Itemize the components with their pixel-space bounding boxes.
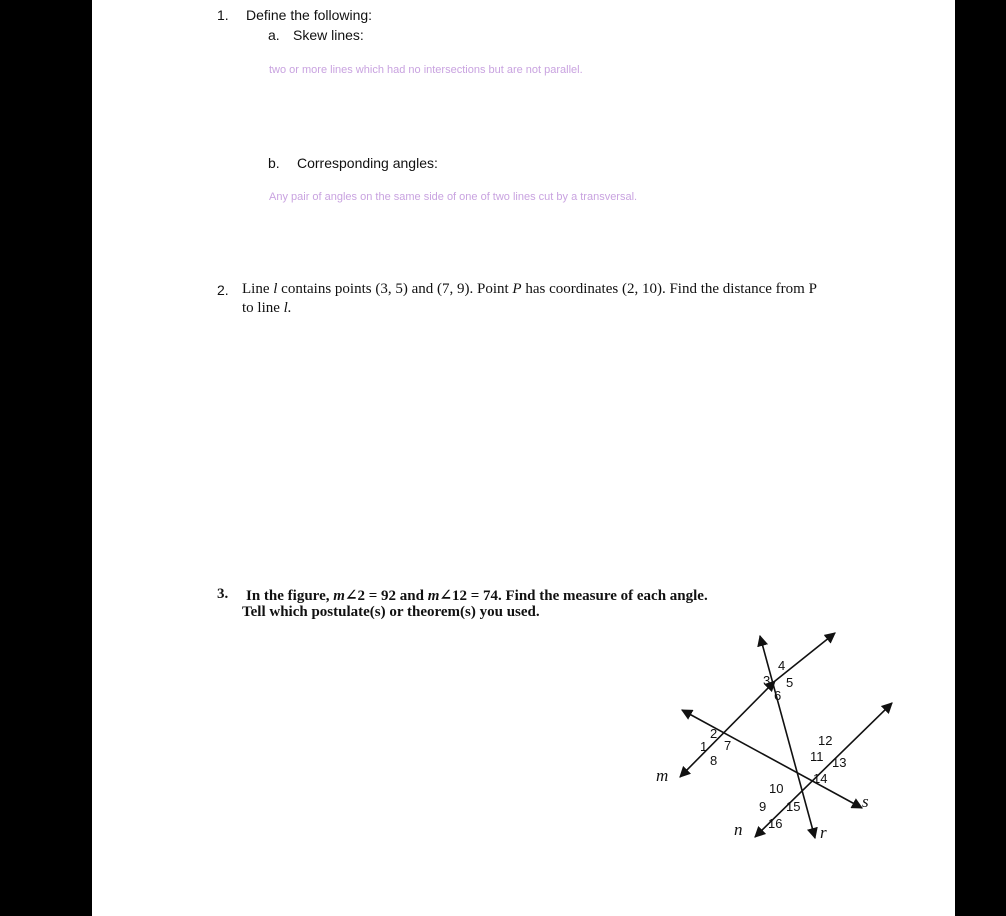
q1b-answer: Any pair of angles on the same side of one of two lines cut by a transversal. bbox=[269, 191, 638, 203]
q3-text-line2: Tell which postulate(s) or theorem(s) you used. bbox=[242, 604, 540, 620]
angle-label: 4 bbox=[778, 658, 786, 673]
line-m bbox=[680, 681, 775, 777]
q1a-answer: two or more lines which had no intersections but are not parallel. bbox=[269, 64, 583, 76]
q2-text-line1: Line l contains points (3, 5) and (7, 9). Point P has coordinates (2, 10). Find the distance from P bbox=[242, 281, 817, 297]
angle-label: 12 bbox=[818, 733, 833, 748]
q1b-letter: b. bbox=[268, 155, 280, 171]
line-m-ext bbox=[775, 633, 835, 681]
angle-label: 7 bbox=[724, 738, 732, 753]
q2-number: 2. bbox=[217, 282, 229, 298]
transversal-figure bbox=[652, 625, 902, 845]
angle-label: 11 bbox=[810, 749, 824, 764]
worksheet-page bbox=[92, 0, 955, 916]
angle-label: 8 bbox=[710, 753, 718, 768]
q1a-term: Skew lines: bbox=[293, 27, 364, 43]
q1-prompt: Define the following: bbox=[246, 7, 373, 23]
line-label-r: r bbox=[820, 823, 827, 842]
angle-label: 5 bbox=[786, 675, 794, 690]
angle-label: 3 bbox=[763, 673, 771, 688]
angle-label: 10 bbox=[769, 781, 784, 796]
line-label-n: n bbox=[734, 820, 743, 839]
angle-label: 13 bbox=[832, 755, 847, 770]
q1a-letter: a. bbox=[268, 27, 280, 43]
angle-label: 15 bbox=[786, 799, 801, 814]
q1-number: 1. bbox=[217, 7, 229, 23]
angle-label: 16 bbox=[768, 816, 783, 831]
line-label-m: m bbox=[656, 766, 669, 785]
angle-label: 1 bbox=[700, 739, 708, 754]
angle-label: 2 bbox=[710, 726, 718, 741]
q3-number: 3. bbox=[217, 586, 229, 602]
line-label-s: s bbox=[862, 792, 869, 811]
angle-label: 9 bbox=[759, 799, 767, 814]
angle-label: 6 bbox=[774, 688, 782, 703]
q1b-term: Corresponding angles: bbox=[297, 155, 438, 171]
angle-label: 14 bbox=[813, 771, 828, 786]
q3-text-line1: In the figure, m∠2 = 92 and m∠12 = 74. Find the measure of each angle. bbox=[246, 588, 708, 604]
q2-text-line2: to line l. bbox=[242, 300, 292, 316]
